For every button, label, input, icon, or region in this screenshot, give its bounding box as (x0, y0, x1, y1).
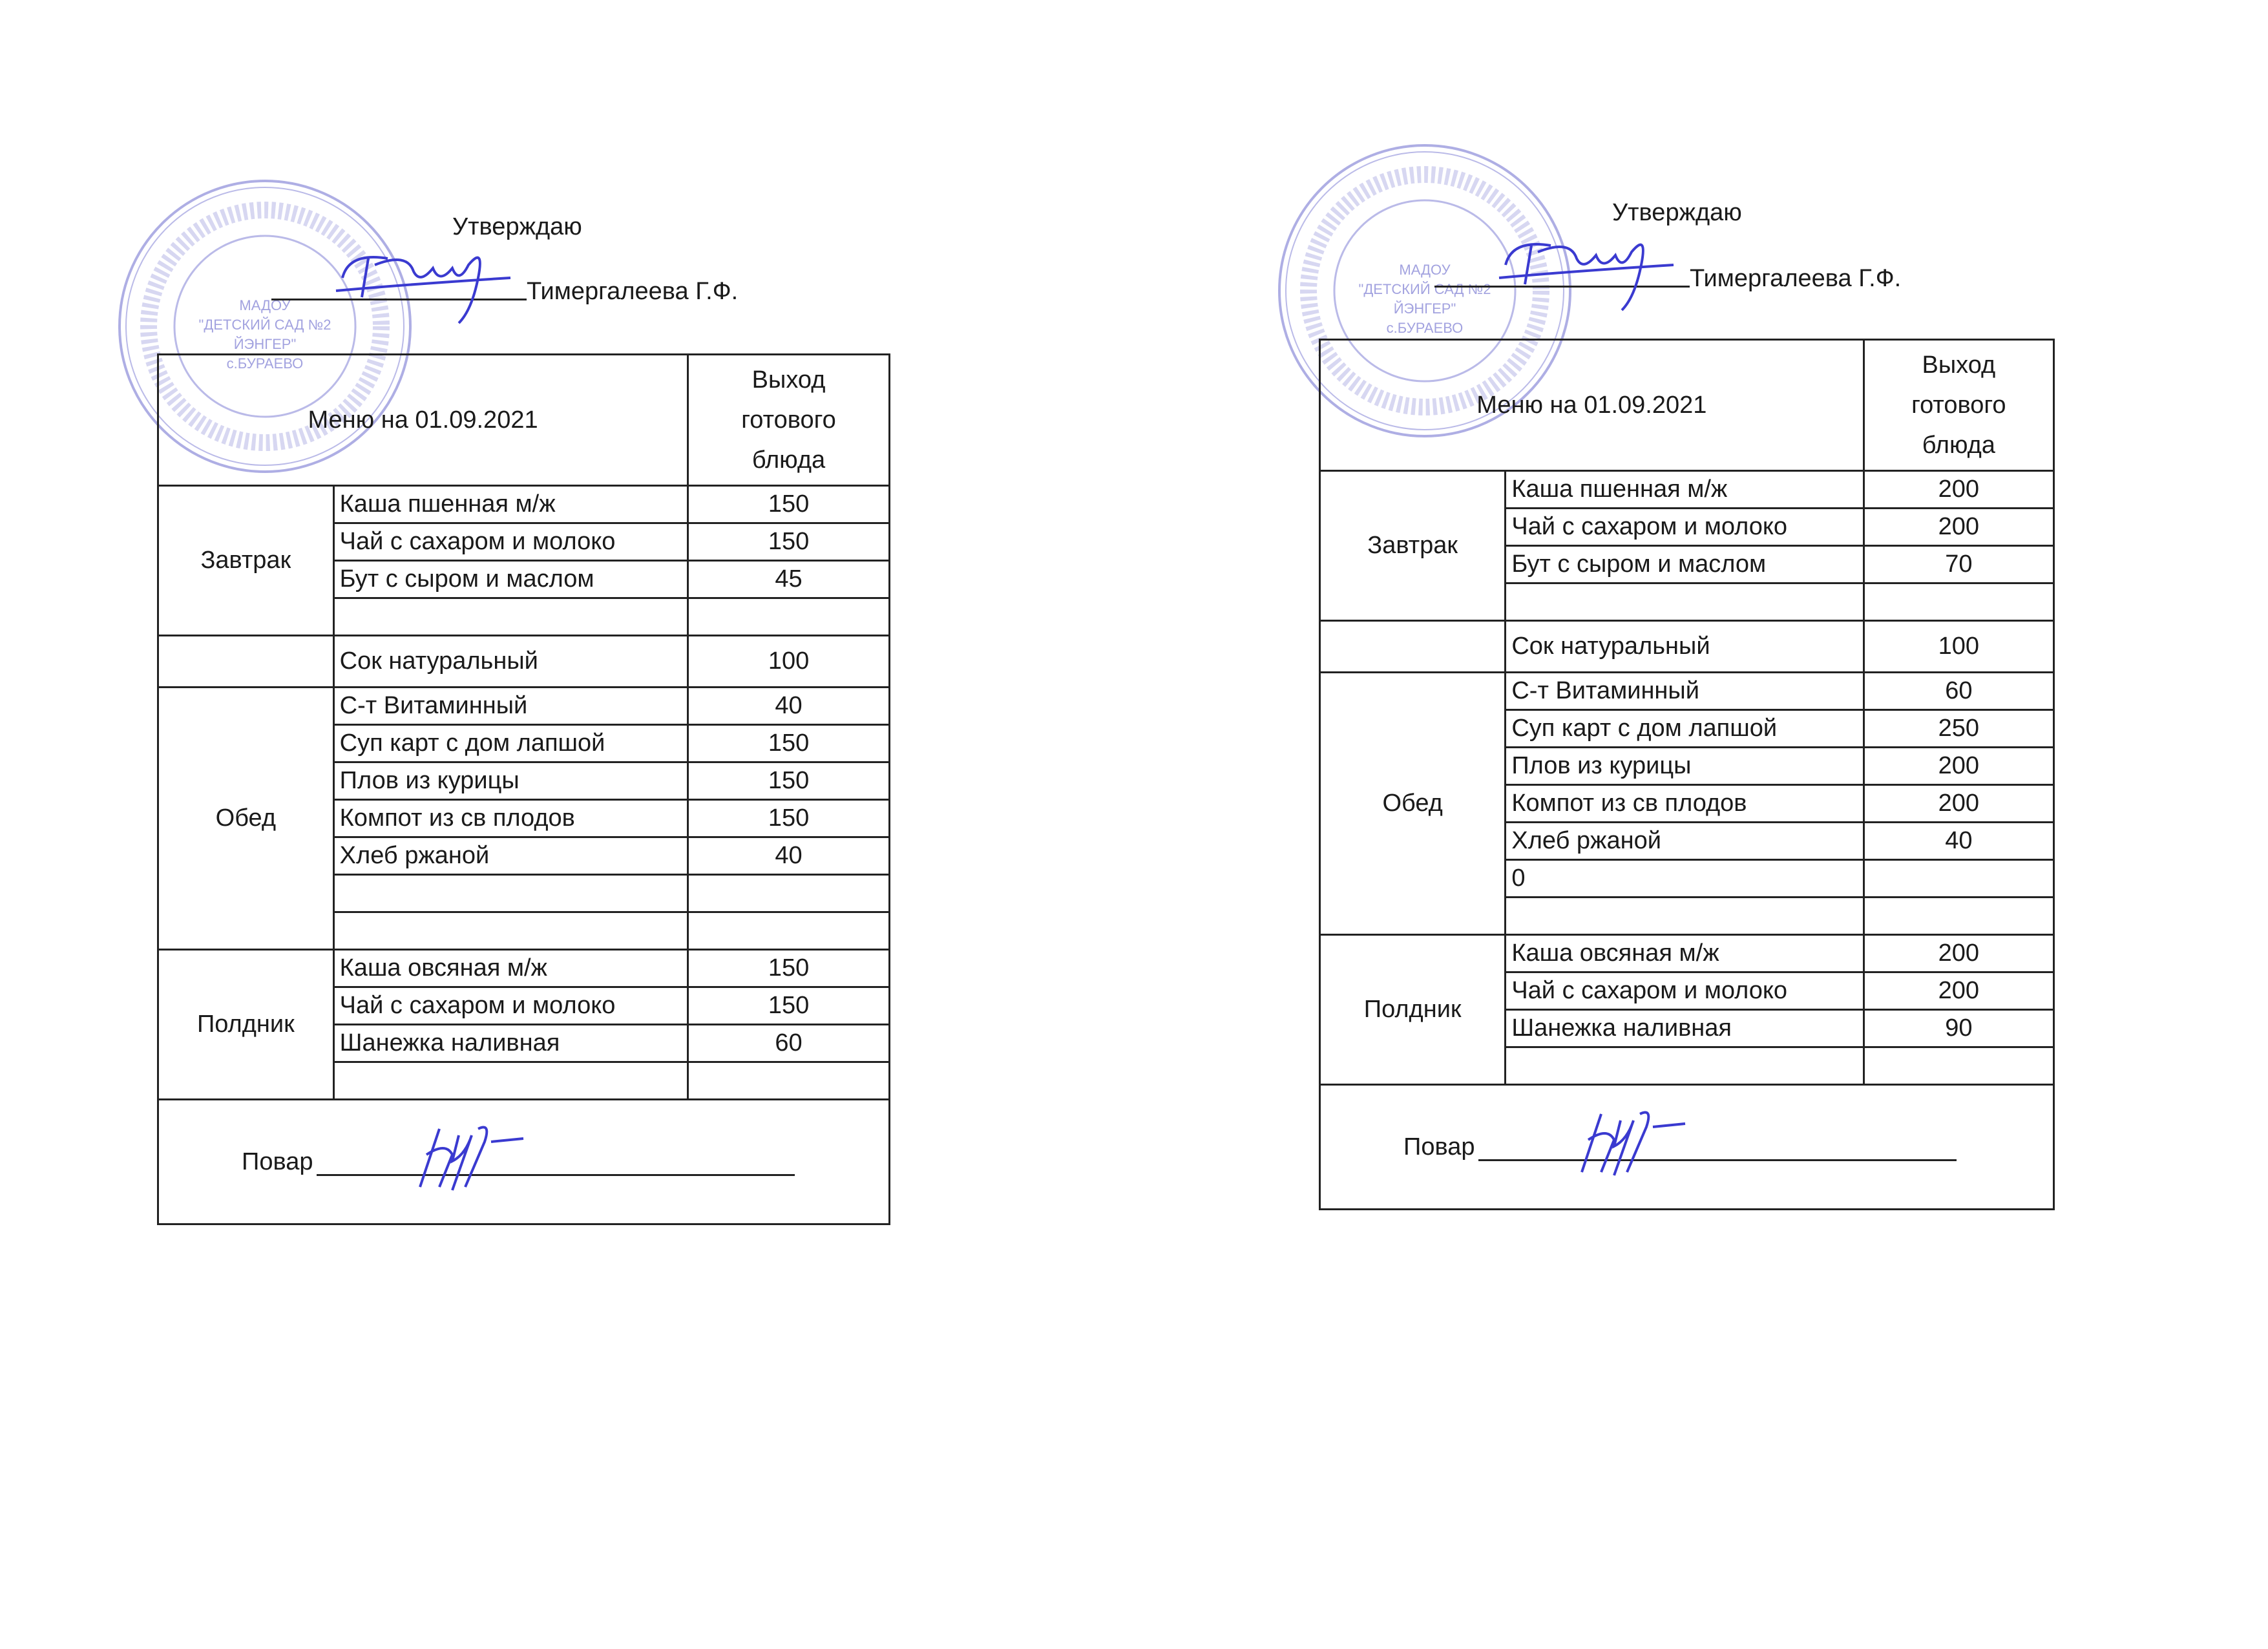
dish-output: 90 (1864, 1010, 2053, 1047)
cook-signature-line (317, 1155, 795, 1176)
dish-name (333, 598, 688, 636)
menu-title: Меню на 01.09.2021 (1320, 340, 1864, 471)
dish-name: Бут с сыром и маслом (1506, 546, 1864, 583)
dish-output: 150 (688, 486, 890, 523)
dish-name: С-т Витаминный (1506, 673, 1864, 710)
dish-name: Суп карт с дом лапшой (1506, 710, 1864, 748)
dish-output: 150 (688, 523, 890, 561)
output-header (688, 355, 890, 486)
dish-output: 200 (1864, 935, 2053, 972)
svg-text:с.БУРАЕВО: с.БУРАЕВО (1386, 320, 1464, 336)
dish-output: 40 (688, 837, 890, 875)
dish-name: Шанежка наливная (1506, 1010, 1864, 1047)
dish-output (688, 598, 890, 636)
dish-name: Шанежка наливная (333, 1025, 688, 1062)
meal-name: Полдник (1320, 935, 1506, 1085)
output-header (1864, 340, 2053, 471)
output-header-line: готового (1911, 392, 2006, 419)
dish-output: 70 (1864, 546, 2053, 583)
dish-output: 150 (688, 950, 890, 987)
dish-output: 45 (688, 561, 890, 598)
header-row (1320, 340, 2054, 471)
meal-name: Полдник (158, 950, 334, 1100)
cook-signature-cell (1320, 1085, 2054, 1210)
cook-block (164, 1148, 883, 1176)
dish-name: Каша овсяная м/ж (1506, 935, 1864, 972)
output-header-line: блюда (751, 446, 826, 474)
director-name: Тимергалеева Г.Ф. (1690, 265, 1902, 292)
meal-name: Обед (1320, 673, 1506, 935)
meal-name: Обед (158, 688, 334, 950)
table-row (1320, 935, 2054, 972)
dish-output: 150 (688, 800, 890, 837)
dish-output (688, 1062, 890, 1100)
dish-name: Чай с сахаром и молоко (333, 987, 688, 1025)
table-row (1320, 471, 2054, 509)
director-name: Тимергалеева Г.Ф. (527, 278, 739, 305)
dish-name: Компот из св плодов (1506, 785, 1864, 823)
dish-name (333, 1062, 688, 1100)
dish-output: 60 (1864, 673, 2053, 710)
output-header-line: Выход (751, 366, 826, 394)
table-row (158, 688, 890, 725)
dish-name: Сок натуральный (1506, 621, 1864, 673)
dish-name (333, 875, 688, 912)
dish-name: Хлеб ржаной (333, 837, 688, 875)
dish-output (1864, 860, 2053, 898)
table-row (158, 636, 890, 688)
dish-name (1506, 1047, 1864, 1085)
menu-table (1319, 339, 2055, 1210)
dish-output: 200 (1864, 509, 2053, 546)
approve-label: Утверждаю (452, 213, 582, 240)
footer-row (158, 1100, 890, 1224)
dish-output: 200 (1864, 471, 2053, 509)
meal-name: Завтрак (158, 486, 334, 636)
dish-output: 150 (688, 987, 890, 1025)
dish-name: Чай с сахаром и молоко (333, 523, 688, 561)
dish-output: 250 (1864, 710, 2053, 748)
dish-name: Хлеб ржаной (1506, 823, 1864, 860)
footer-row (1320, 1085, 2054, 1210)
cook-signature-cell (158, 1100, 890, 1224)
dish-output: 40 (688, 688, 890, 725)
dish-output: 100 (1864, 621, 2053, 673)
dish-name: Чай с сахаром и молоко (1506, 972, 1864, 1010)
cook-signature (1575, 1101, 1705, 1179)
dish-name: Каша овсяная м/ж (333, 950, 688, 987)
svg-text:ЙЭНГЕР": ЙЭНГЕР" (1393, 300, 1456, 317)
menu-table (157, 353, 890, 1225)
director-signature (1493, 226, 1686, 317)
output-header-line: Выход (1922, 352, 1996, 379)
meal-name (158, 636, 334, 688)
svg-text:МАДОУ: МАДОУ (1399, 262, 1451, 278)
table-row (158, 486, 890, 523)
meal-name (1320, 621, 1506, 673)
dish-name (333, 912, 688, 950)
dish-output (1864, 898, 2053, 935)
director-signature-line (271, 299, 527, 300)
dish-output: 150 (688, 725, 890, 762)
output-header-line: готового (741, 406, 836, 434)
dish-name: Бут с сыром и маслом (333, 561, 688, 598)
cook-signature-line (1478, 1140, 1957, 1161)
dish-name: Плов из курицы (1506, 748, 1864, 785)
dish-output: 200 (1864, 972, 2053, 1010)
dish-output: 60 (688, 1025, 890, 1062)
approve-label: Утверждаю (1612, 199, 1742, 226)
svg-text:с.БУРАЕВО: с.БУРАЕВО (226, 355, 304, 372)
dish-output: 200 (1864, 748, 2053, 785)
svg-text:"ДЕТСКИЙ САД №2: "ДЕТСКИЙ САД №2 (198, 317, 331, 333)
table-row (1320, 673, 2054, 710)
svg-text:МАДОУ: МАДОУ (239, 297, 291, 313)
dish-name: С-т Витаминный (333, 688, 688, 725)
dish-name: Плов из курицы (333, 762, 688, 800)
dish-name: 0 (1506, 860, 1864, 898)
svg-text:"ДЕТСКИЙ САД №2: "ДЕТСКИЙ САД №2 (1358, 281, 1491, 297)
dish-name (1506, 898, 1864, 935)
table-row (1320, 621, 2054, 673)
dish-name: Каша пшенная м/ж (333, 486, 688, 523)
dish-output: 100 (688, 636, 890, 688)
dish-name (1506, 583, 1864, 621)
cook-block (1326, 1133, 2048, 1161)
dish-output: 200 (1864, 785, 2053, 823)
dish-output (1864, 1047, 2053, 1085)
meal-name: Завтрак (1320, 471, 1506, 621)
dish-output: 40 (1864, 823, 2053, 860)
cook-label: Повар (1403, 1133, 1475, 1161)
dish-name: Суп карт с дом лапшой (333, 725, 688, 762)
header-row (158, 355, 890, 486)
dish-name: Компот из св плодов (333, 800, 688, 837)
menu-title: Меню на 01.09.2021 (158, 355, 688, 486)
dish-output (1864, 583, 2053, 621)
cook-label: Повар (242, 1148, 313, 1175)
dish-name: Каша пшенная м/ж (1506, 471, 1864, 509)
dish-output: 150 (688, 762, 890, 800)
table-row (158, 950, 890, 987)
director-signature-line (1434, 286, 1690, 288)
dish-output (688, 912, 890, 950)
dish-name: Чай с сахаром и молоко (1506, 509, 1864, 546)
svg-text:ЙЭНГЕР": ЙЭНГЕР" (233, 336, 297, 352)
director-signature (330, 239, 523, 330)
cook-signature (414, 1116, 543, 1193)
dish-output (688, 875, 890, 912)
dish-name: Сок натуральный (333, 636, 688, 688)
output-header-line: блюда (1922, 432, 1995, 459)
